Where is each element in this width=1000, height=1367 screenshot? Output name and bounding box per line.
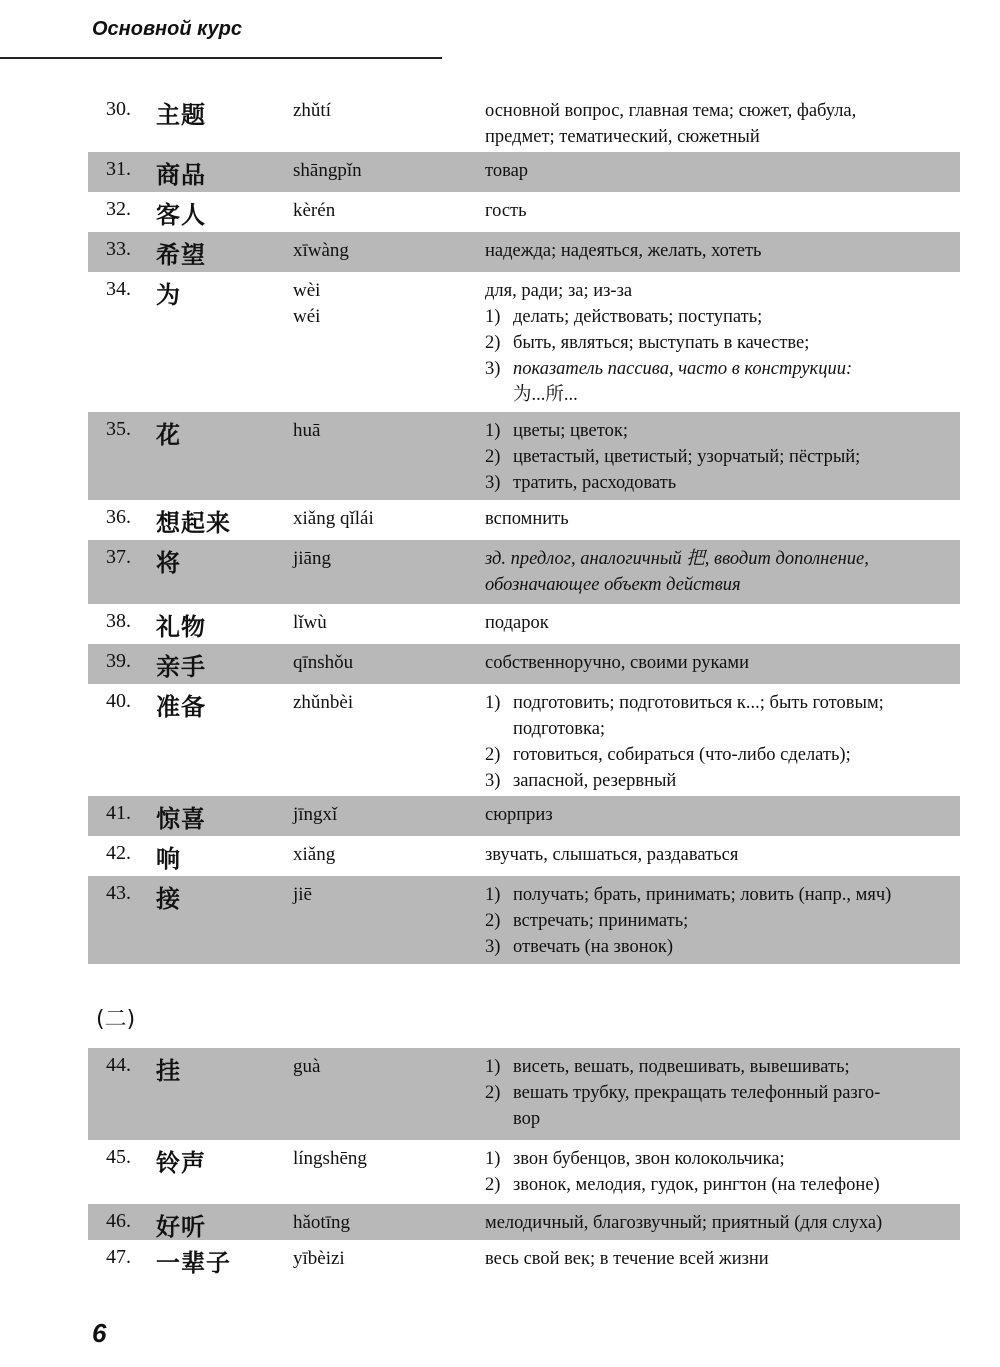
pinyin-line: jīngxǐ: [293, 804, 338, 825]
definition-text: предмет; тематический, сюжетный: [485, 127, 760, 147]
definition-text: делать; действовать; поступать;: [513, 307, 763, 327]
entry-pinyin: [293, 98, 331, 124]
entry-definition: [485, 98, 955, 150]
vocabulary-table-part-1: [88, 92, 960, 964]
definition-line: [485, 506, 955, 532]
definition-line: [485, 934, 955, 960]
vocab-row: [88, 1048, 960, 1140]
entry-hanzi: 惊喜: [156, 805, 206, 833]
sense-marker: 1): [485, 421, 501, 441]
definition-line: [485, 1054, 955, 1080]
definition-text: сюрприз: [485, 805, 553, 825]
definition-line: [485, 330, 955, 356]
entry-definition: [485, 1054, 955, 1132]
pinyin-line: yībèizi: [293, 1248, 345, 1269]
definition-line: [485, 842, 955, 868]
page-number: 6: [92, 1318, 107, 1348]
entry-number: 31.: [106, 158, 131, 180]
vocab-row: [88, 876, 960, 964]
pinyin-line: huā: [293, 420, 321, 441]
sense-marker: 3): [485, 937, 501, 957]
sense-marker: 3): [485, 771, 501, 791]
definition-text: звонок, мелодия, гудок, рингтон (на телефоне): [513, 1175, 880, 1195]
definition-line: [485, 610, 955, 636]
pinyin-line: jiē: [293, 884, 312, 905]
pinyin-line: língshēng: [293, 1148, 367, 1169]
entry-pinyin: [293, 278, 320, 330]
sense-marker: 2): [485, 1083, 501, 1103]
definition-text: отвечать (на звонок): [513, 937, 674, 957]
entry-number: 33.: [106, 238, 131, 260]
entry-hanzi: 准备: [156, 693, 206, 721]
entry-hanzi: 希望: [156, 241, 206, 269]
entry-definition: [485, 1210, 955, 1236]
definition-line: [485, 124, 955, 150]
definition-text: запасной, резервный: [513, 771, 677, 791]
running-header: Основной курс: [92, 18, 242, 40]
entry-definition: [485, 1246, 955, 1272]
pinyin-line: xīwàng: [293, 240, 349, 261]
definition-text: подготовка;: [513, 719, 606, 739]
entry-definition: [485, 198, 955, 224]
entry-hanzi: 商品: [156, 161, 206, 189]
vocab-row: [88, 540, 960, 604]
definition-text: весь свой век; в течение всей жизни: [485, 1249, 769, 1269]
definition-text: вешать трубку, прекращать телефонный разго-: [513, 1083, 881, 1103]
definition-line: [485, 356, 955, 382]
entry-number: 34.: [106, 278, 131, 300]
pinyin-line: kèrén: [293, 200, 336, 221]
definition-text: 为...所...: [513, 385, 578, 405]
definition-text: получать; брать, принимать; ловить (напр., мяч): [513, 885, 892, 905]
pinyin-line: qīnshǒu: [293, 652, 354, 673]
entry-pinyin: [293, 610, 327, 636]
vocab-row: [88, 1140, 960, 1204]
entry-definition: [485, 418, 955, 496]
entry-hanzi: 铃声: [156, 1149, 206, 1177]
pinyin-line: xiǎng qǐlái: [293, 508, 374, 529]
vocab-row: [88, 192, 960, 232]
entry-pinyin: [293, 1210, 350, 1236]
vocab-row: [88, 92, 960, 152]
definition-text: вспомнить: [485, 509, 569, 529]
vocab-row: [88, 1204, 960, 1240]
pinyin-line: zhǔnbèi: [293, 692, 354, 713]
definition-text: быть, являться; выступать в качестве;: [513, 333, 810, 353]
definition-text: надежда; надеяться, желать, хотеть: [485, 241, 762, 261]
entry-hanzi: 接: [156, 885, 181, 913]
sense-marker: 3): [485, 473, 501, 493]
definition-line: [485, 382, 955, 408]
sense-marker: 1): [485, 307, 501, 327]
entry-number: 35.: [106, 418, 131, 440]
pinyin-line: shāngpǐn: [293, 160, 362, 181]
entry-pinyin: [293, 882, 312, 908]
definition-text: гость: [485, 201, 527, 221]
entry-definition: [485, 1146, 955, 1198]
definition-text: подготовить; подготовиться к...; быть готовым;: [513, 693, 884, 713]
entry-hanzi: 花: [156, 421, 181, 449]
section-subheading: (二): [96, 1007, 136, 1032]
entry-number: 42.: [106, 842, 131, 864]
sense-marker: 2): [485, 745, 501, 765]
definition-text: вор: [513, 1109, 541, 1129]
entry-hanzi: 为: [156, 281, 181, 309]
definition-text: мелодичный, благозвучный; приятный (для слуха): [485, 1213, 883, 1233]
definition-text: зд. предлог, аналогичный 把, вводит дополнение,: [485, 549, 869, 569]
definition-text: встречать; принимать;: [513, 911, 689, 931]
pinyin-line: lǐwù: [293, 612, 327, 633]
definition-line: [485, 98, 955, 124]
entry-definition: [485, 610, 955, 636]
definition-text: товар: [485, 161, 529, 181]
entry-number: 36.: [106, 506, 131, 528]
pinyin-line: wéi: [293, 306, 321, 327]
entry-pinyin: [293, 238, 349, 264]
definition-line: [485, 1080, 955, 1106]
sense-marker: 1): [485, 885, 501, 905]
vocab-row: [88, 500, 960, 540]
definition-line: [485, 1146, 955, 1172]
definition-text: для, ради; за; из-за: [485, 281, 633, 301]
definition-line: [485, 444, 955, 470]
sense-marker: 1): [485, 1149, 501, 1169]
definition-text: собственноручно, своими руками: [485, 653, 750, 673]
sense-marker: 2): [485, 333, 501, 353]
pinyin-line: jiāng: [293, 548, 331, 569]
vocab-row: [88, 272, 960, 412]
definition-text: звон бубенцов, звон колокольчика;: [513, 1149, 785, 1169]
entry-definition: [485, 278, 955, 408]
definition-text: обозначающее объект действия: [485, 575, 741, 595]
entry-pinyin: [293, 802, 337, 828]
entry-number: 40.: [106, 690, 131, 712]
pinyin-line: wèi: [293, 280, 321, 301]
definition-text: готовиться, собираться (что-либо сделать);: [513, 745, 851, 765]
entry-pinyin: [293, 198, 335, 224]
entry-definition: [485, 158, 955, 184]
definition-line: [485, 1210, 955, 1236]
entry-number: 32.: [106, 198, 131, 220]
entry-number: 43.: [106, 882, 131, 904]
vocab-row: [88, 796, 960, 836]
entry-pinyin: [293, 1246, 345, 1272]
entry-number: 45.: [106, 1146, 131, 1168]
sense-marker: 3): [485, 359, 501, 379]
definition-line: [485, 802, 955, 828]
entry-number: 46.: [106, 1210, 131, 1232]
definition-line: [485, 418, 955, 444]
entry-pinyin: [293, 690, 353, 716]
entry-definition: [485, 802, 955, 828]
vocab-row: [88, 684, 960, 796]
vocabulary-table-part-2: [88, 1048, 960, 1280]
entry-number: 30.: [106, 98, 131, 120]
definition-text: показатель пассива, часто в конструкции:: [513, 359, 853, 379]
definition-line: [485, 742, 955, 768]
entry-number: 38.: [106, 610, 131, 632]
entry-pinyin: [293, 506, 374, 532]
entry-hanzi: 主题: [156, 101, 206, 129]
vocab-row: [88, 232, 960, 272]
definition-line: [485, 198, 955, 224]
vocab-row: [88, 412, 960, 500]
vocab-row: [88, 644, 960, 684]
definition-line: [485, 908, 955, 934]
entry-hanzi: 挂: [156, 1057, 181, 1085]
sense-marker: 2): [485, 1175, 501, 1195]
entry-pinyin: [293, 650, 353, 676]
entry-definition: [485, 690, 955, 794]
entry-definition: [485, 506, 955, 532]
vocab-row: [88, 604, 960, 644]
definition-line: [485, 650, 955, 676]
header-rule: [0, 57, 442, 59]
entry-number: 39.: [106, 650, 131, 672]
definition-line: [485, 158, 955, 184]
definition-text: подарок: [485, 613, 549, 633]
definition-line: [485, 768, 955, 794]
definition-text: звучать, слышаться, раздаваться: [485, 845, 739, 865]
definition-text: висеть, вешать, подвешивать, вывешивать;: [513, 1057, 850, 1077]
pinyin-line: guà: [293, 1056, 321, 1077]
definition-text: цветы; цветок;: [513, 421, 628, 441]
entry-definition: [485, 882, 955, 960]
vocab-row: [88, 1240, 960, 1280]
vocab-row: [88, 836, 960, 876]
definition-line: [485, 304, 955, 330]
definition-line: [485, 1246, 955, 1272]
entry-hanzi: 客人: [156, 201, 206, 229]
entry-definition: [485, 238, 955, 264]
entry-pinyin: [293, 1054, 320, 1080]
entry-hanzi: 想起来: [156, 509, 231, 537]
entry-pinyin: [293, 842, 335, 868]
entry-hanzi: 好听: [156, 1213, 206, 1241]
entry-number: 47.: [106, 1246, 131, 1268]
entry-number: 37.: [106, 546, 131, 568]
sense-marker: 2): [485, 447, 501, 467]
entry-pinyin: [293, 1146, 367, 1172]
definition-line: [485, 1172, 955, 1198]
definition-text: тратить, расходовать: [513, 473, 677, 493]
entry-definition: [485, 842, 955, 868]
definition-line: [485, 572, 955, 598]
pinyin-line: zhǔtí: [293, 100, 331, 121]
entry-hanzi: 礼物: [156, 613, 206, 641]
entry-hanzi: 响: [156, 845, 181, 873]
definition-line: [485, 690, 955, 716]
entry-pinyin: [293, 158, 362, 184]
pinyin-line: hǎotīng: [293, 1212, 350, 1233]
definition-line: [485, 546, 955, 572]
sense-marker: 1): [485, 1057, 501, 1077]
definition-line: [485, 882, 955, 908]
definition-line: [485, 1106, 955, 1132]
definition-text: основной вопрос, главная тема; сюжет, фабула,: [485, 101, 857, 121]
definition-line: [485, 470, 955, 496]
entry-hanzi: 一辈子: [156, 1249, 231, 1277]
entry-hanzi: 亲手: [156, 653, 206, 681]
sense-marker: 1): [485, 693, 501, 713]
entry-pinyin: [293, 546, 331, 572]
pinyin-line: xiǎng: [293, 844, 336, 865]
definition-line: [485, 716, 955, 742]
definition-line: [485, 278, 955, 304]
definition-line: [485, 238, 955, 264]
entry-definition: [485, 650, 955, 676]
definition-text: цветастый, цветистый; узорчатый; пёстрый;: [513, 447, 861, 467]
entry-pinyin: [293, 418, 320, 444]
entry-definition: [485, 546, 955, 598]
sense-marker: 2): [485, 911, 501, 931]
vocab-row: [88, 152, 960, 192]
entry-number: 41.: [106, 802, 131, 824]
entry-hanzi: 将: [156, 549, 181, 577]
entry-number: 44.: [106, 1054, 131, 1076]
